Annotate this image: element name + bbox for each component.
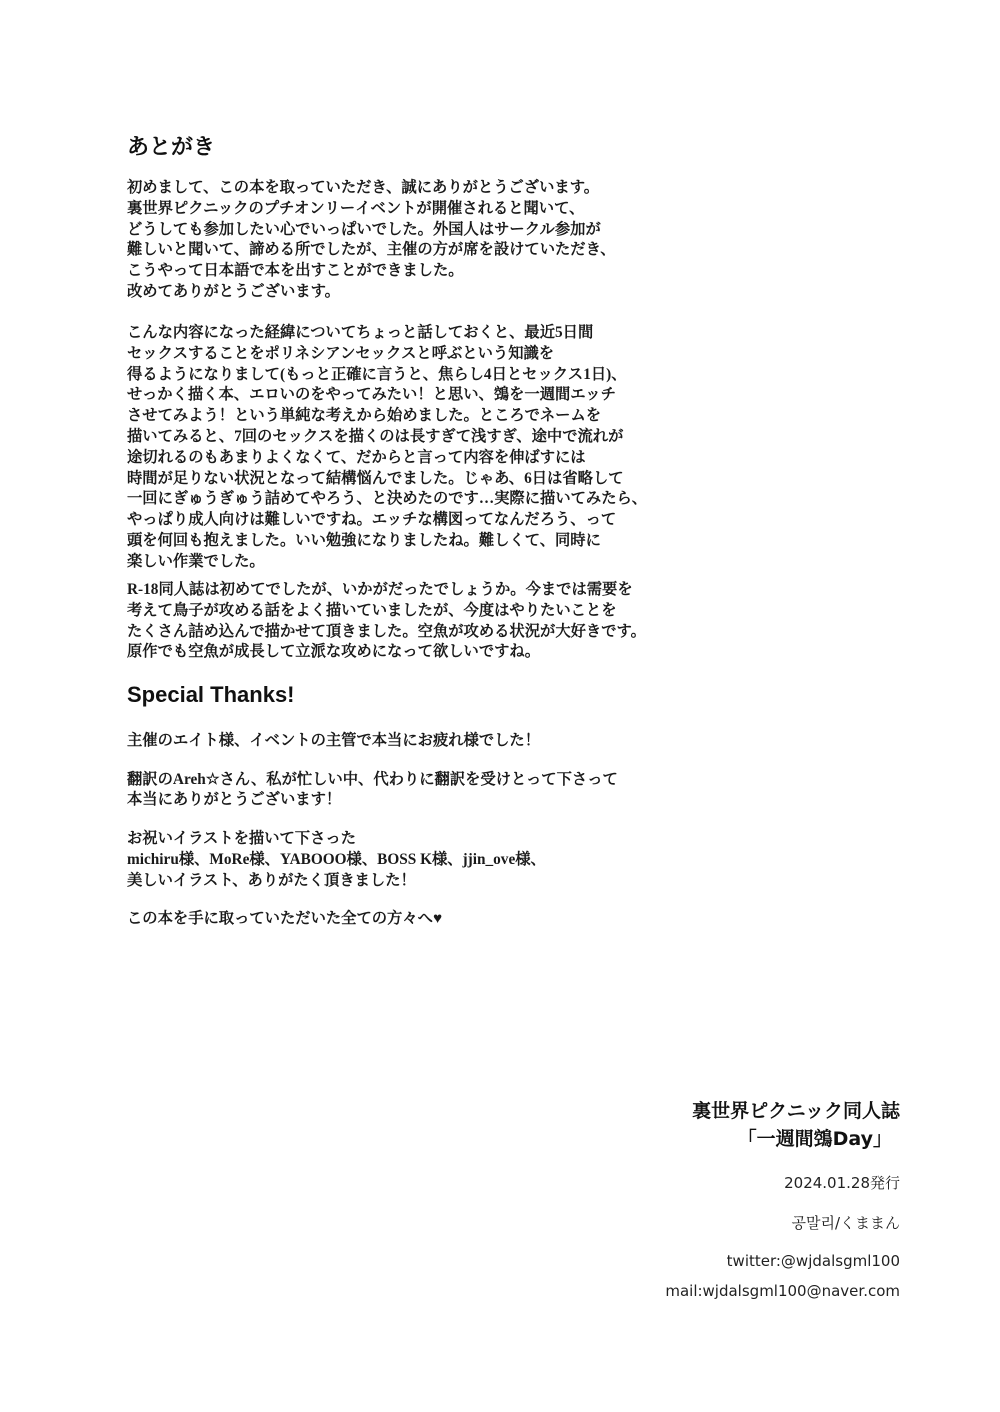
text-line: どうしても参加したい心でいっぱいでした。外国人はサークル参加が <box>127 220 601 238</box>
text-line: やっぱり成人向けは難しいですね。エッチな構図ってなんだろう、って <box>127 511 617 529</box>
text-line: こんな内容になった経緯についてちょっと話しておくと、最近5日間 <box>127 324 594 341</box>
special-thanks-list <box>127 731 618 930</box>
afterword-title: あとがき <box>127 134 216 159</box>
afterword-paragraph-1 <box>127 178 616 303</box>
text-line: 改めてありがとうございます。 <box>127 282 340 300</box>
publish-date: 2024.01.28発行 <box>784 1174 900 1192</box>
text-line: 一回にぎゅうぎゅう詰めてやろう、と決めたのです…実際に描いてみたら、 <box>127 490 648 508</box>
author-names: 공말리/くままん <box>791 1214 900 1232</box>
text-line: 翻訳のAreh☆さん、私が忙しい中、代わりに翻訳を受けとって下さって <box>127 770 618 788</box>
text-line: セックスすることをポリネシアンセックスと呼ぶという知識を <box>127 344 555 362</box>
spacer <box>127 890 618 909</box>
text-line: 時間が足りない状況となって結構悩んでました。じゃあ、6日は省略して <box>127 469 624 487</box>
text-line: 美しいイラスト、ありがたく頂きました！ <box>127 871 416 889</box>
text-line: 難しいと聞いて、諦める所でしたが、主催の方が席を設けていただき、 <box>127 241 616 259</box>
text-line: せっかく描く本、エロいのをやってみたい！と思い、鵼を一週間エッチ <box>127 386 616 404</box>
spacer <box>127 810 618 829</box>
text-line: たくさん詰め込んで描かせて頂きました。空魚が攻める状況が大好きです。 <box>127 622 646 640</box>
afterword-paragraph-2 <box>127 323 647 573</box>
text-line: お祝いイラストを描いて下さった <box>127 829 356 847</box>
text-line: 裏世界ピクニックのプチオンリーイベントが開催されると聞いて、 <box>127 199 585 217</box>
text-line: 楽しい作業でした。 <box>127 552 265 570</box>
colophon-title-line2: 「一週間鵼Day」 <box>737 1128 892 1150</box>
special-thanks-title: Special Thanks! <box>127 682 295 707</box>
text-line: させてみよう！という単純な考えから始めました。ところでネームを <box>127 407 602 425</box>
text-line: 初めまして、この本を取っていただき、誠にありがとうございます。 <box>127 179 600 196</box>
text-line: 考えて鳥子が攻める話をよく描いていましたが、今度はやりたいことを <box>127 601 617 619</box>
text-line: 描いてみると、7回のセックスを描くのは長すぎて浅すぎ、途中で流れが <box>127 427 624 445</box>
text-line: 本当にありがとうございます！ <box>127 791 342 809</box>
text-line: 頭を何回も抱えました。いい勉強になりましたね。難しくて、同時に <box>127 531 601 549</box>
text-line: この本を手に取っていただいた全ての方々へ♥ <box>127 910 443 928</box>
twitter-handle: twitter:@wjdalsgml100 <box>726 1252 900 1270</box>
colophon-title-line1: 裏世界ピクニック同人誌 <box>692 1100 900 1122</box>
text-line: こうやって日本語で本を出すことができました。 <box>127 262 464 280</box>
text-line: R-18同人誌は初めてでしたが、いかがだったでしょうか。今までは需要を <box>127 581 633 598</box>
text-line: 得るようになりまして(もっと正確に言うと、焦らし4日とセックス1日)、 <box>127 365 627 383</box>
text-line: michiru様、MoRe様、YABOOO様、BOSS K様、jjin_ove様、 <box>127 850 546 868</box>
text-line: 主催のエイト様、イベントの主管で本当にお疲れ様でした！ <box>127 732 541 749</box>
mail-address: mail:wjdalsgml100@naver.com <box>665 1282 900 1300</box>
afterword-paragraph-3 <box>127 580 646 663</box>
spacer <box>127 750 618 769</box>
text-line: 途切れるのもあまりよくなくて、だからと言って内容を伸ばすには <box>127 448 586 466</box>
text-line: 原作でも空魚が成長して立派な攻めになって欲しいですね。 <box>127 643 541 661</box>
